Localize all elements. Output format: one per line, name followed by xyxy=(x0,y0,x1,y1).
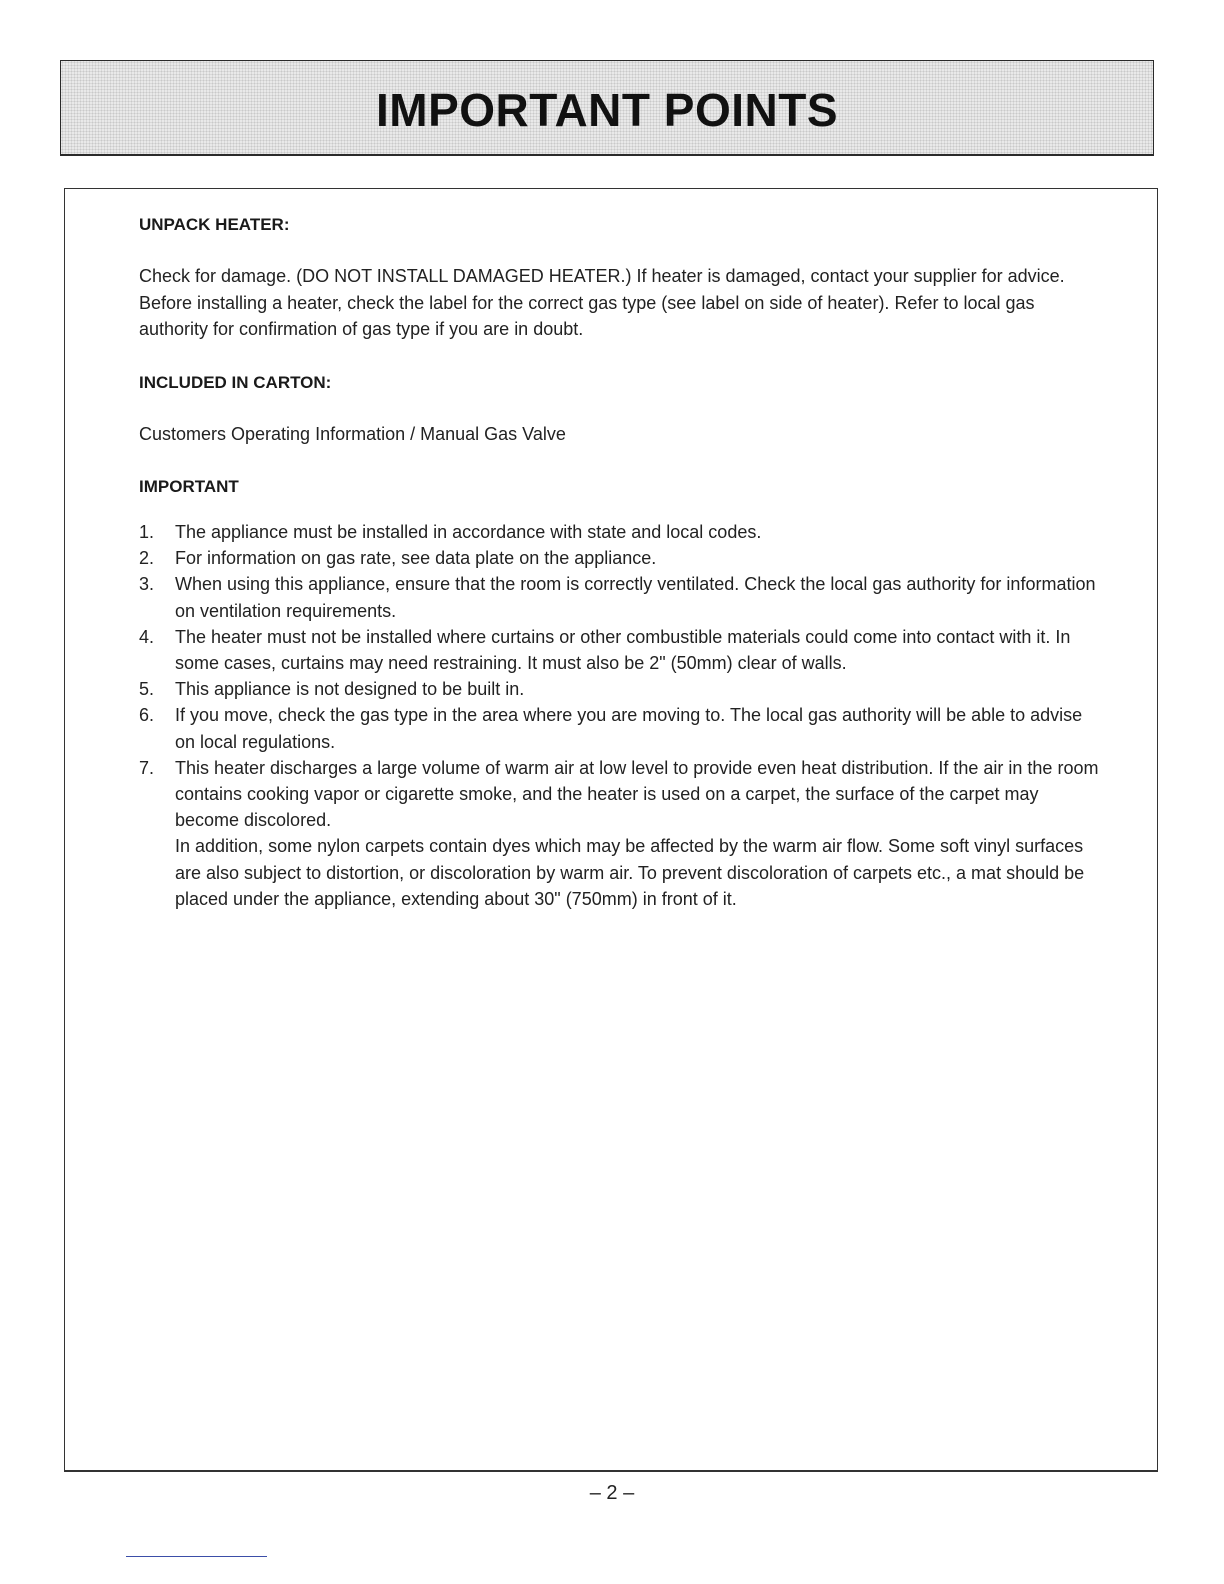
unpack-heading: UNPACK HEATER: xyxy=(139,215,290,234)
item-number: 4. xyxy=(139,626,155,647)
footer-rule xyxy=(126,1556,267,1557)
title-banner xyxy=(60,60,1154,156)
item-text: For information on gas rate, see data plate on the appliance. xyxy=(175,548,657,569)
item-number: 5. xyxy=(139,679,155,700)
item-text: This heater discharges a large volume of warm air at low level to provide even heat distribution. If the air in the room contains cooking vapor or cigarette smoke, and the heater is used on a carpet, the surface of the carpet may become discolored. xyxy=(175,757,1099,831)
item-continuation: In addition, some nylon carpets contain dyes which may be affected by the warm air flow. Some soft vinyl surfaces are also subject to distortion, or discoloration by warm air. To prevent discoloration of carpets etc., a mat should be placed under the appliance, extending about 30" (750mm) in front of it. xyxy=(175,836,1085,909)
content-box xyxy=(64,188,1158,1472)
item-number: 1. xyxy=(139,522,155,542)
list-item xyxy=(139,571,1099,623)
item-text: The heater must not be installed where curtains or other combustible materials could come into contact with it. In some cases, curtains may need restraining. It must also be 2" (50mm) clear of walls. xyxy=(175,626,1071,674)
item-text: If you move, check the gas type in the area where you are moving to. The local gas authority will be able to advise on local regulations. xyxy=(175,705,1083,752)
item-number: 3. xyxy=(139,574,155,595)
page-number: – 2 – xyxy=(589,1482,635,1504)
list-item xyxy=(139,755,1099,912)
list-item xyxy=(139,519,1099,545)
important-list xyxy=(139,519,1099,912)
item-number: 7. xyxy=(139,757,155,778)
page-title: IMPORTANT POINTS xyxy=(375,84,839,136)
carton-heading: INCLUDED IN CARTON: xyxy=(139,373,332,392)
list-item xyxy=(139,624,1099,676)
carton-paragraph: Customers Operating Information / Manual Gas Valve xyxy=(139,424,566,444)
list-item xyxy=(139,545,1099,571)
item-number: 2. xyxy=(139,548,155,569)
item-number: 6. xyxy=(139,705,155,726)
item-text: This appliance is not designed to be built in. xyxy=(175,679,525,700)
item-text: The appliance must be installed in accordance with state and local codes. xyxy=(175,522,762,542)
item-text: When using this appliance, ensure that the room is correctly ventilated. Check the local gas authority for information on ventilation requirements. xyxy=(175,574,1096,621)
list-item xyxy=(139,676,1099,702)
unpack-paragraph: Check for damage. (DO NOT INSTALL DAMAGED HEATER.) If heater is damaged, contact your supplier for advice. Before installing a heater, check the label for the correct gas type (see label on side of heater). Refer to local gas authority for confirmation of gas type if you are in doubt. xyxy=(139,266,1065,339)
important-heading: IMPORTANT xyxy=(139,477,239,496)
list-item xyxy=(139,702,1099,754)
